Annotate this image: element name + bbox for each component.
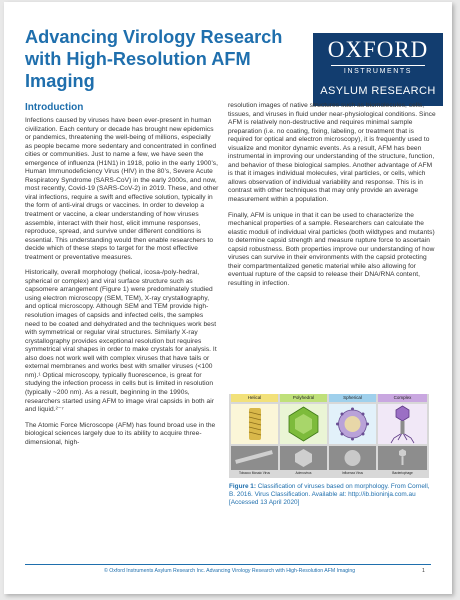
document-title [25, 26, 310, 92]
right-column [228, 102, 436, 295]
footer-text: © Oxford Instruments Asylum Research Inc. Advancing Virology Research with High-Resolution AFM Imaging [104, 568, 356, 574]
virus-classification-figure [229, 394, 429, 478]
figure-caption-polyhedral: Adenovirus [295, 471, 312, 475]
paragraph: Infections caused by viruses have been ever-present in human civilization. Each century or decade has brought new epidemics or pandemics, threatening the well-being of millions, especially as people became more sedentary and concentrated in confined cities or communities. Just to name a few, we have seen the emergence of influenza (H1N1) in 1918, polio in the early 1900’s, Human Immunodeficiency Virus (HIV) in the 80’s, Severe Acute Respiratory Syndrome (SARS-CoV) in the early 2000s, and now, most recently, Covid-19 (SARS-CoV-2) in 2019. These, and other viral infections, require a swift and effective solution, typically in the form of anti-viral drugs or vaccines. In order to develop a treatment or vaccine, a clear understanding of how viruses assemble, interact with their host, elicit immune responses, reproduce, spread, and survive under different conditions is essential. This understanding would then enable researchers to decide which of these steps to target for the most effective treatment or preventative measures. [25, 117, 219, 261]
figure-header-spherical: Spherical [329, 394, 376, 402]
spherical-virus-illustration [329, 404, 376, 444]
figure-header-complex: Complex [378, 394, 427, 402]
document-page [4, 2, 452, 594]
figure-caption-spherical: Influenza Virus [341, 471, 364, 475]
helical-virus-illustration [231, 404, 278, 444]
spherical-micrograph [329, 446, 376, 470]
figure-header-polyhedral: Polyhedral [280, 394, 327, 402]
caption-label: Figure 1: [229, 483, 256, 490]
title-line-1: Advancing Virology Research [25, 27, 283, 47]
oxford-instruments-logo [313, 33, 443, 106]
caption-text: Classification of viruses based on morphology. From Cornell, B. 2016. Virus Classification. Available at: http://ib.bioninja.com.au [Accessed 13 April 2020] [229, 483, 430, 507]
footer-divider [25, 564, 431, 565]
logo-asylum-text: ASYLUM RESEARCH [320, 85, 436, 97]
polyhedral-micrograph [280, 446, 327, 470]
title-line-2: with High-Resolution AFM Imaging [25, 49, 251, 91]
logo-divider [331, 65, 425, 66]
figure-header-helical: Helical [231, 394, 278, 402]
paragraph: The Atomic Force Microscope (AFM) has found broad use in the biological sciences largely due to its ability to acquire three-dimensional, high- [25, 421, 216, 446]
figure-caption-complex: Bacteriophage [392, 471, 413, 475]
figure-caption [229, 483, 434, 508]
helical-micrograph [231, 446, 278, 470]
logo-instruments-text: INSTRUMENTS [343, 68, 413, 75]
paragraph: Historically, overall morphology (helical, icosa-/poly-hedral, spherical or complex) and viral surface structure such as capsomere arrangement (Figure 1) were predominately studied using electron microscopy (SEM, TEM), X-ray crystallography, and optical microscopy. Although SEM and TEM provide high-resolution images of capsids and infected cells, the samples need to be coated and dehydrated and the techniques work best with symmetrical or regular viral structures. Similarly X-ray crystallography provides exceptional resolution but requires symmetrical viral shapes in order to make crystals for analysis. It also does not work well with complex viruses that have tails or external membranes and works best with smaller viruses (<100 nm).¹ Optical microscopy, typically fluorescence, is great for studying the infection process in cells but is limited in resolution (typically ~200 nm). As a result, beginning in the 1990s, researchers started using AFM to image viral capsids in both air and liquid.²⁻⁷ [25, 269, 217, 414]
logo-oxford-text: OXFORD [327, 37, 429, 62]
page-number: 1 [422, 568, 425, 574]
figure-caption-helical: Tobacco Mosaic Virus [239, 471, 270, 475]
polyhedral-virus-illustration [280, 404, 327, 444]
complex-virus-illustration [378, 404, 427, 444]
paragraph: resolution images of native structures such as biomolecules, cells, tissues, and viruses in fluid under near-physiological conditions. Since AFM is relatively non-destructive and requires minimal sample preparation (i.e. no coating, fixing, labeling, or treatment that is required for optical and electron microscopy), it is frequently used to visualize and monitor dynamic events. As a result, AFM has been instrumental in improving our understanding of the structure, function, and behavior of these biological samples. Another advantage of AFM is that it images individual molecules, viral particles, or cells, which allows observation of individual variability and response. This is in contrast with other techniques that may only provide an average measurement within a population. [228, 102, 436, 204]
complex-micrograph [378, 446, 427, 470]
left-column [25, 117, 219, 454]
paragraph: Finally, AFM is unique in that it can be used to characterize the mechanical properties of a sample. Researchers can calculate the elastic moduli of individual viral particles (both wildtypes and mutants) to determine capsid strength and measure rupture force to ascertain capsid robustness. Both properties improve our understanding of how viruses can survive in their environments with the capsid protecting their compartmentalized genetic material while also allowing for eventual rupture of the capsid to release their DNA/RNA content, resulting in infection. [228, 211, 435, 287]
section-heading: Introduction [25, 102, 84, 113]
